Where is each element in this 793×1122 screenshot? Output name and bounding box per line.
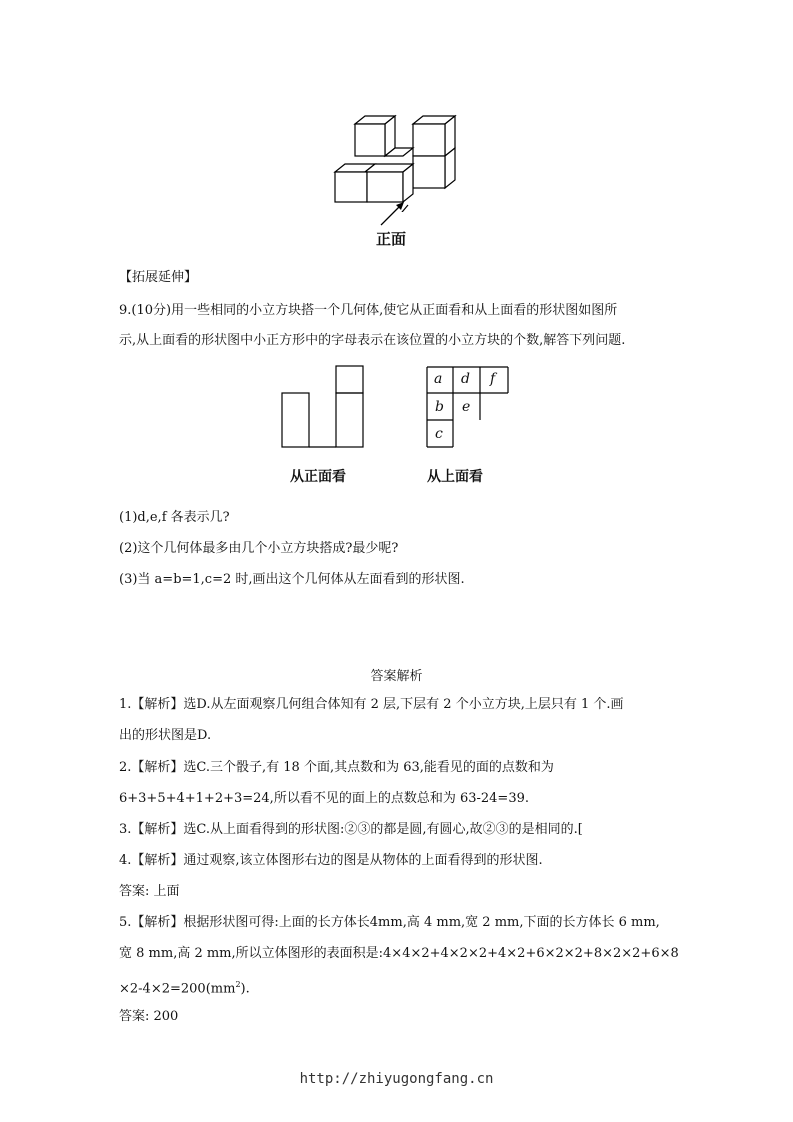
top-view-grid	[426, 366, 510, 450]
arrow-icon	[378, 200, 408, 228]
q9-line1: 9.(10分)用一些相同的小立方块搭一个几何体,使它从正面看和从上面看的形状图如图所	[119, 303, 618, 318]
q9-line2: 示,从上面看的形状图中小正方形中的字母表示在该位置的小立方块的个数,解答下列问题.	[119, 333, 626, 348]
answers-title: 答案解析	[370, 669, 423, 684]
q9-sub2: (2)这个几何体最多由几个小立方块搭成?最少呢?	[119, 541, 399, 556]
a5-answer: 答案: 200	[119, 1009, 179, 1024]
q9-sub3: (3)当 a=b=1,c=2 时,画出这个几何体从左面看到的形状图.	[119, 572, 465, 587]
grid-letter-e: e	[462, 399, 471, 415]
a1-line1: 1.【解析】选D.从左面观察几何组合体知有 2 层,下层有 2 个小立方块,上层只有 1 个.画	[119, 697, 624, 712]
a1-line2: 出的形状图是D.	[119, 728, 212, 743]
grid-letter-b: b	[435, 399, 444, 415]
grid-letter-c: c	[435, 426, 443, 442]
a4-answer: 答案: 上面	[119, 884, 180, 899]
a4-line1: 4.【解析】通过观察,该立体图形右边的图是从物体的上面看得到的形状图.	[119, 853, 543, 868]
a5-line2: 宽 8 mm,高 2 mm,所以立体图形的表面积是:4×4×2+4×2×2+4×2+6×2×2+8×2×2+6×8	[119, 946, 679, 961]
a5-line3-end: ).	[240, 981, 250, 997]
a5-line1: 5.【解析】根据形状图可得:上面的长方体长4mm,高 4 mm,宽 2 mm,下面的长方体长 6 mm,	[119, 915, 660, 930]
grid-letter-d: d	[461, 371, 470, 387]
q9-sub1: (1)d,e,f 各表示几?	[119, 510, 230, 525]
front-view-figure	[280, 364, 366, 450]
grid-letter-a: a	[434, 371, 443, 387]
a2-line2: 6+3+5+4+1+2+3=24,所以看不见的面上的点数总和为 63-24=39.	[119, 791, 529, 806]
a5-line3-text: ×2-4×2=200(mm	[119, 981, 236, 997]
front-view-caption: 从正面看	[290, 469, 346, 485]
grid-letter-f: f	[490, 371, 496, 387]
figure1-caption: 正面	[376, 230, 407, 248]
footer-url[interactable]: http://zhiyugongfang.cn	[299, 1071, 494, 1087]
a3-line1: 3.【解析】选C.从上面看得到的形状图:②③的都是圆,有圆心,故②③的是相同的.[	[119, 822, 583, 837]
a2-line1: 2.【解析】选C.三个骰子,有 18 个面,其点数和为 63,能看见的面的点数和为	[119, 760, 554, 775]
a5-line3	[119, 976, 250, 998]
a5-line3-superscript: 2	[235, 980, 241, 989]
top-view-caption: 从上面看	[427, 469, 483, 485]
section-title: 【拓展延伸】	[119, 270, 198, 285]
cube-assembly-figure	[330, 112, 465, 212]
